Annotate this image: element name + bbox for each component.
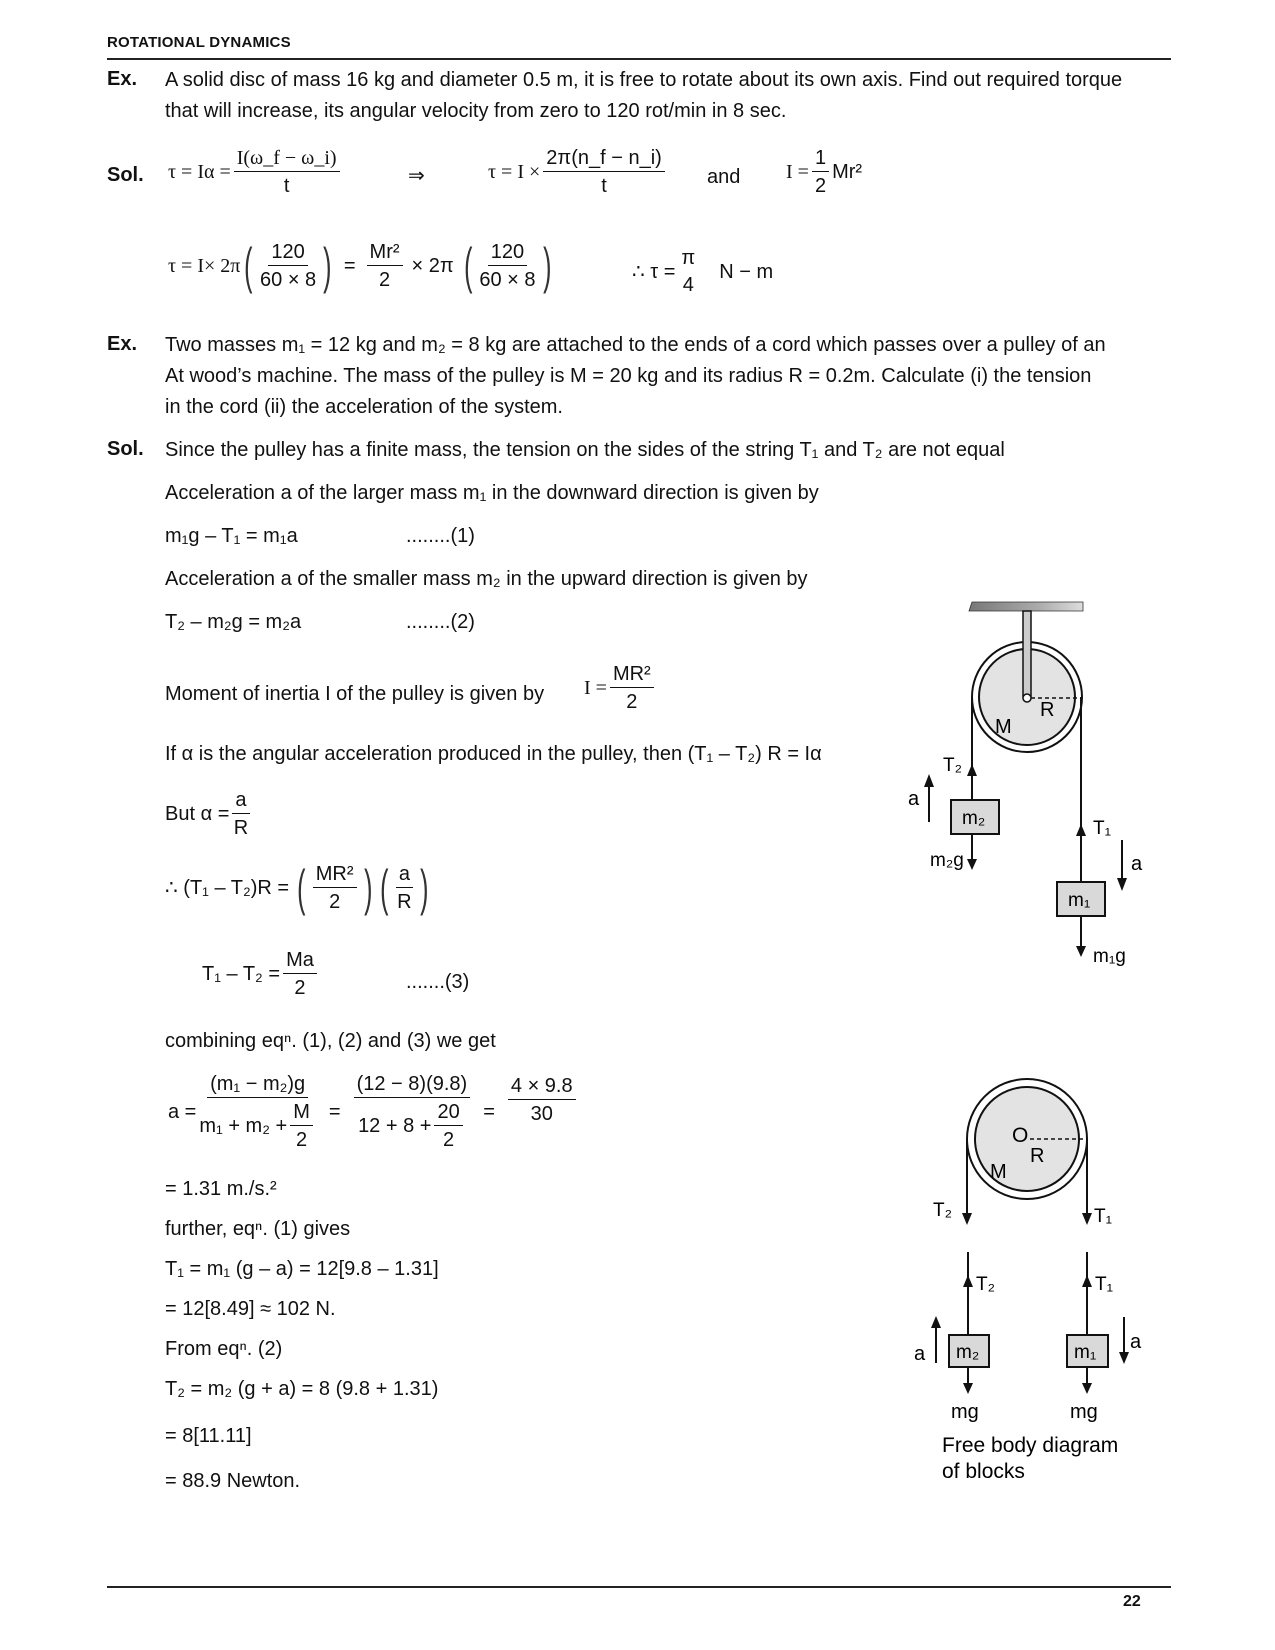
tension-arrow-T1-up	[1082, 1275, 1092, 1287]
example2-text-line3: in the cord (ii) the acceleration of the system.	[165, 396, 563, 418]
eq-denominator: R	[233, 817, 249, 839]
eq-numerator: 2π(n_f − n_i)	[543, 146, 665, 172]
block-m1-label: m₁	[1074, 1342, 1097, 1363]
weight-arrow-m1	[1076, 946, 1086, 957]
eq-denominator: 60 × 8	[260, 269, 317, 291]
eq-denominator: t	[601, 175, 607, 197]
eq-denominator: 12 + 8 +	[358, 1115, 432, 1137]
equation-1: m₁g – T₁ = m₁a	[165, 525, 298, 547]
tension-label-T2: T₂	[933, 1200, 952, 1221]
eq-lhs: τ = I× 2π	[168, 255, 241, 277]
eq-numerator: 1	[812, 146, 829, 172]
eq-lhs: a =	[168, 1101, 197, 1123]
weight-arrow-m2	[967, 859, 977, 870]
eq-denominator: 4	[682, 274, 694, 296]
implies-symbol: ⇒	[408, 165, 425, 187]
ceiling-support	[969, 602, 1083, 611]
footer-rule	[107, 1586, 1171, 1588]
eq-numerator: π	[681, 247, 696, 269]
solution-line: Acceleration a of the larger mass m₁ in the downward direction is given by	[165, 482, 819, 504]
radius-label: R	[1040, 699, 1055, 721]
eq-denominator: 60 × 8	[479, 269, 536, 291]
eq-numerator: Mr²	[367, 240, 403, 266]
solution-label: Sol.	[107, 164, 144, 186]
block-m2-label: m₂	[956, 1342, 980, 1363]
eq-numerator: MR²	[610, 662, 654, 688]
result-line: T₁ = m₁ (g – a) = 12[9.8 – 1.31]	[165, 1258, 439, 1280]
accel-label-left: a	[914, 1343, 926, 1365]
result-line: further, eqⁿ. (1) gives	[165, 1218, 351, 1240]
weight-label-mg: mg	[1070, 1401, 1098, 1423]
weight-arrow	[963, 1383, 973, 1394]
accel-label-right: a	[1130, 1331, 1142, 1353]
block-m1-label: m₁	[1068, 890, 1091, 911]
weight-label-m2g: m₂g	[930, 850, 964, 871]
tension-arrow-T1	[1076, 824, 1086, 836]
eq-lhs: T₁ – T₂ =	[202, 963, 281, 985]
eq-numerator: Ma	[283, 948, 317, 974]
eq-numerator: 120	[268, 240, 307, 266]
times-2pi: × 2π	[411, 255, 454, 277]
radius-label: R	[1030, 1145, 1045, 1167]
accel-arrowhead	[931, 1316, 941, 1328]
result-line: T₂ = m₂ (g + a) = 8 (9.8 + 1.31)	[165, 1378, 439, 1400]
eq-lhs: ∴ (T₁ – T₂)R =	[165, 877, 290, 899]
diagram-caption: of blocks	[942, 1460, 1025, 1483]
therefore-tau: ∴ τ =	[632, 260, 676, 283]
eq-denominator: t	[283, 175, 290, 197]
solution-line: Since the pulley has a finite mass, the tension on the sides of the string T₁ and T₂ are not equal	[165, 439, 1005, 461]
weight-label-mg: mg	[951, 1401, 979, 1423]
accel-label-right: a	[1131, 853, 1143, 875]
eq-numerator: I(ω_f − ω_i)	[234, 146, 340, 172]
eq-denominator: 30	[530, 1103, 553, 1125]
tension-label-T2: T₂	[943, 755, 962, 776]
eq-lhs: τ = Iα =	[168, 161, 231, 183]
running-header: ROTATIONAL DYNAMICS	[107, 34, 291, 51]
page-number: 22	[1123, 1593, 1141, 1610]
eq-numerator: 20	[434, 1100, 462, 1126]
moment-of-inertia-text: Moment of inertia I of the pulley is given by	[165, 683, 545, 705]
tension-arrow-T2	[967, 764, 977, 776]
example-label: Ex.	[107, 68, 138, 90]
acceleration-equation: a = (m₁ − m₂)g m₁ + m₂ + $\frac{M}{2}$ = (12 − 8)(9.8) 12 + 8 + $\frac{20}{2}$ = $\frac{4 \times 9.8}{30}$	[168, 1072, 579, 1152]
result-line: = 8[11.11]	[165, 1425, 252, 1447]
free-body-diagram	[914, 1079, 1142, 1483]
eq-lhs: I =	[786, 161, 809, 183]
tension-label-T1: T₁	[1094, 1206, 1113, 1227]
accel-arrowhead	[924, 774, 934, 787]
eq-numerator: 4 × 9.8	[508, 1074, 576, 1100]
result-line: From eqⁿ. (2)	[165, 1338, 283, 1360]
eq-numerator: (m₁ − m₂)g	[207, 1072, 308, 1098]
pulley-axle	[1023, 694, 1031, 702]
solution-label: Sol.	[107, 438, 144, 460]
example1-text-line1: A solid disc of mass 16 kg and diameter 0.5 m, it is free to rotate about its own axis. Find out required torque	[165, 69, 1123, 91]
tension-arrow-T1-down	[1082, 1213, 1092, 1225]
eq-denominator: 2	[814, 175, 827, 197]
eq-denominator: 2	[626, 691, 638, 713]
tension-label-T1: T₁	[1095, 1274, 1114, 1295]
pulley-axle-rod	[1023, 611, 1031, 697]
example-label: Ex.	[107, 333, 138, 355]
eq-denominator: R	[397, 891, 412, 913]
eq-numerator: M	[290, 1100, 313, 1126]
eq-denominator: m₁ + m₂ +	[199, 1115, 288, 1137]
block-m2-label: m₂	[962, 808, 986, 829]
torque-calculation: τ = I× 2π ( $\frac{120}{60 \times 8}$ ) = $\frac{\text{Mr²}}{2}$ × 2π ( $\frac{120}{60 \times 8}$ )	[168, 238, 552, 294]
tension-label-T2: T₂	[976, 1274, 995, 1295]
tension-arrow-T2-up	[963, 1275, 973, 1287]
tension-arrow-T2-down	[962, 1213, 972, 1225]
and-text: and	[707, 166, 741, 188]
example2-text-line1: Two masses m₁ = 12 kg and m₂ = 8 kg are attached to the ends of a cord which passes over a pulley of an	[165, 334, 1106, 356]
eq-numerator: (12 − 8)(9.8)	[354, 1072, 471, 1098]
eq-denominator: 2	[443, 1129, 455, 1151]
eq-lhs: τ = I ×	[488, 161, 541, 183]
result-line: = 88.9 Newton.	[165, 1470, 301, 1492]
eq-denominator: 2	[294, 977, 306, 999]
eq-rhs: Mr²	[832, 161, 863, 183]
mass-label: M	[990, 1161, 1007, 1183]
result-line: = 1.31 m./s.²	[165, 1178, 277, 1200]
example1-text-line2: that will increase, its angular velocity from zero to 120 rot/min in 8 sec.	[165, 100, 787, 122]
equation-tag-2: ........(2)	[406, 611, 475, 633]
torque-relation: ∴ (T₁ – T₂)R = ( $\frac{\text{MR²}}{2}$ ) ( $\frac{a}{R}$ )	[165, 860, 429, 916]
eq-denominator: 2	[329, 891, 341, 913]
weight-arrow	[1082, 1383, 1092, 1394]
tension-label-T1: T₁	[1093, 818, 1112, 839]
accel-label-left: a	[908, 788, 920, 810]
eq-numerator: MR²	[313, 862, 357, 888]
accel-arrowhead	[1119, 1352, 1129, 1364]
solution-line: Acceleration a of the smaller mass m₂ in the upward direction is given by	[165, 568, 808, 590]
equals-sign: =	[343, 255, 356, 277]
eq-lhs: But α =	[165, 803, 230, 825]
combining-text: combining eqⁿ. (1), (2) and (3) we get	[165, 1030, 496, 1052]
eq-numerator: a	[232, 788, 249, 814]
equation-tag-1: ........(1)	[406, 525, 475, 547]
weight-label-m1g: m₁g	[1093, 946, 1126, 967]
eq-numerator: 120	[488, 240, 527, 266]
eq-denominator: 2	[296, 1129, 308, 1151]
mass-label: M	[995, 716, 1012, 738]
eq-lhs: I =	[584, 677, 607, 699]
accel-arrowhead	[1117, 878, 1127, 891]
angular-accel-text: If α is the angular acceleration produced in the pulley, then (T₁ – T₂) R = Iα	[165, 743, 822, 765]
result-line: = 12[8.49] ≈ 102 N.	[165, 1298, 336, 1320]
unit: N − m	[719, 260, 774, 283]
equation-tag-3: .......(3)	[406, 971, 470, 993]
example2-text-line2: At wood’s machine. The mass of the pulley is M = 20 kg and its radius R = 0.2m. Calculate (i) the tension	[165, 365, 1092, 387]
eq-denominator: 2	[378, 269, 391, 291]
equation-2: T₂ – m₂g = m₂a	[165, 611, 302, 633]
atwood-machine-diagram	[908, 602, 1143, 967]
center-label-O: O	[1012, 1124, 1029, 1147]
diagram-caption: Free body diagram	[942, 1434, 1119, 1457]
eq-numerator: a	[396, 862, 413, 888]
